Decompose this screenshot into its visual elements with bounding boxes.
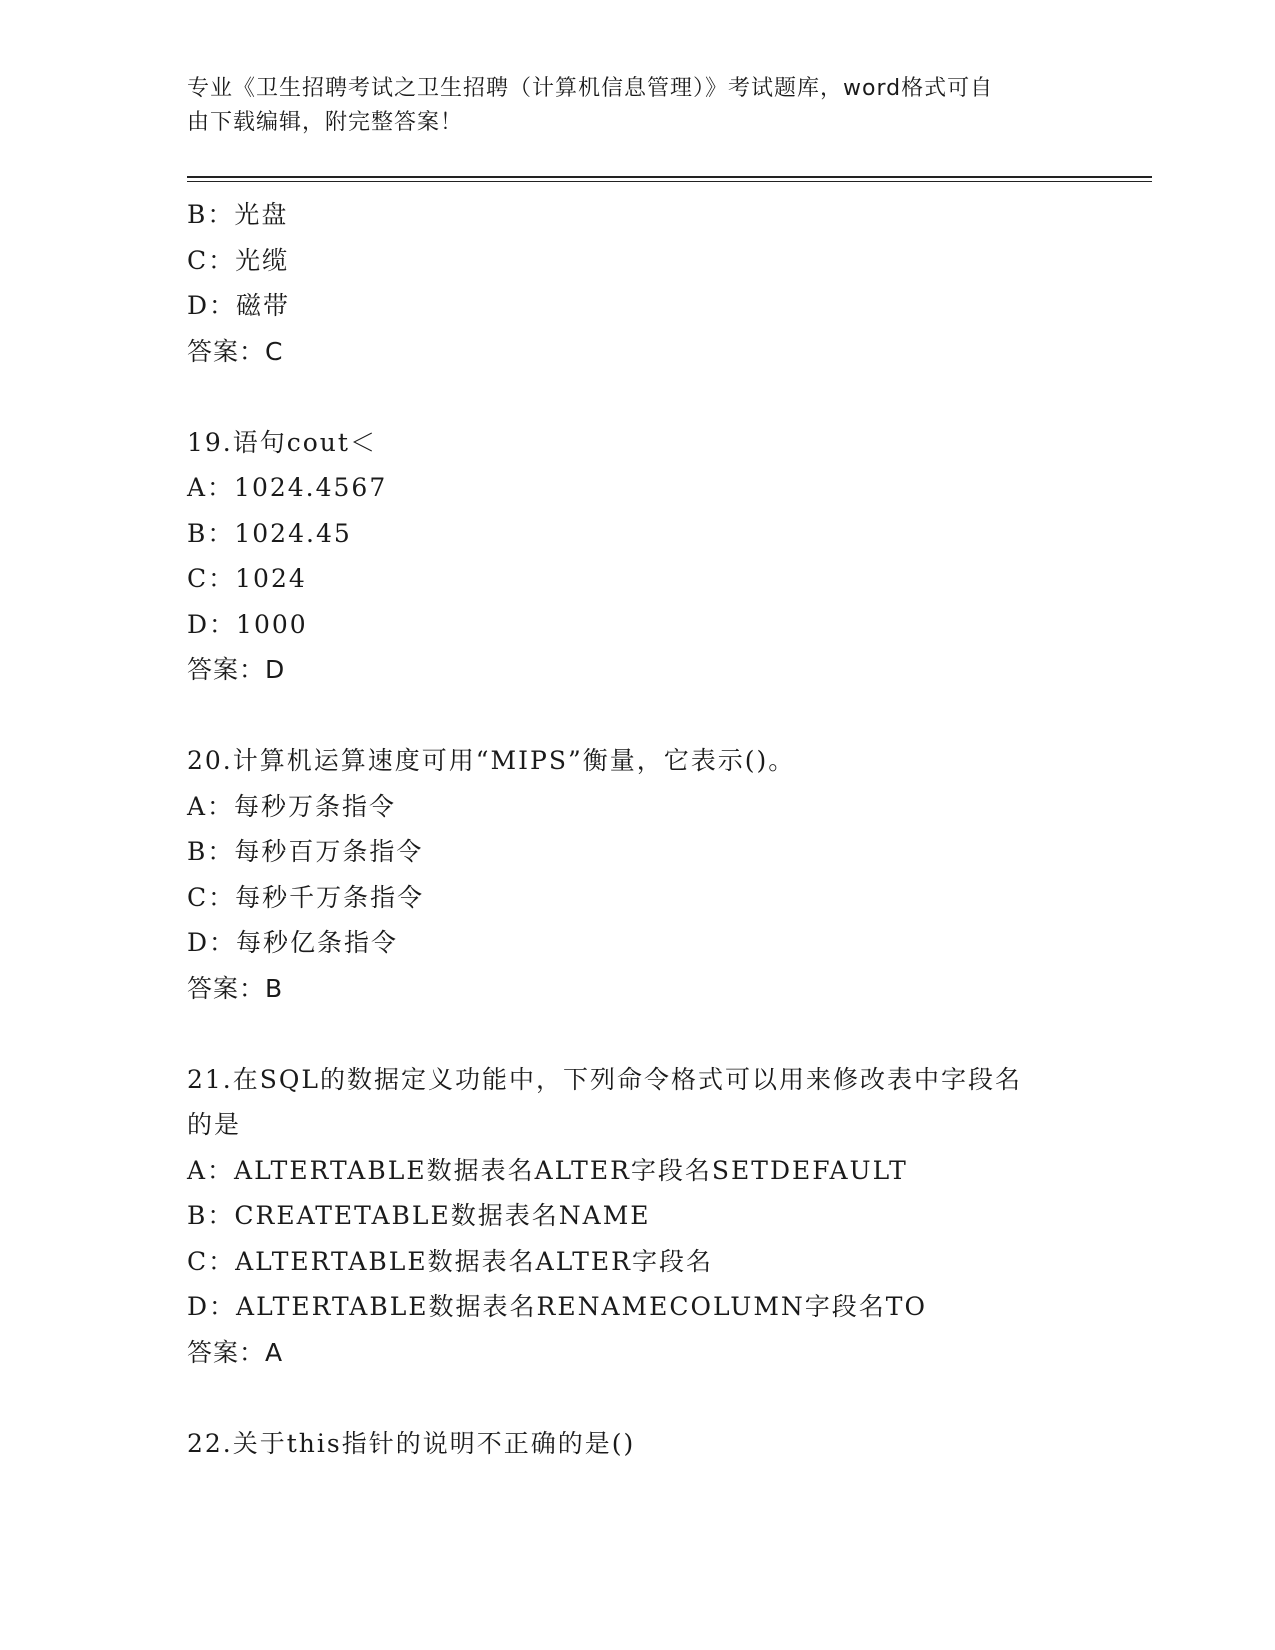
answer-line: 答案：B [187,973,284,1003]
option-d: D：1000 [187,609,308,639]
question-19 [187,420,1087,693]
header-rule-thin [187,181,1152,182]
question-22 [187,1421,1087,1467]
question-text-line-1: 21.在SQL的数据定义功能中，下列命令格式可以用来修改表中字段名 [187,1064,1022,1094]
option-a: A：1024.4567 [187,473,388,502]
header-line-1: 专业《卫生招聘考试之卫生招聘（计算机信息管理）》考试题库，word格式可自 [187,76,994,101]
option-d: D：每秒亿条指令 [187,928,399,957]
option-a: A：每秒万条指令 [187,791,397,821]
answer-line: 答案：C [187,336,284,366]
header-line-2: 由下载编辑，附完整答案！ [187,110,464,135]
question-text: 22.关于this指针的说明不正确的是() [187,1428,636,1458]
document-header [187,72,1067,140]
answer-line: 答案：A [187,1337,284,1367]
option-d: D：ALTERTABLE数据表名RENAMECOLUMN字段名TO [187,1292,927,1321]
option-b: B：CREATETABLE数据表名NAME [187,1201,651,1230]
option-c: C：1024 [187,564,307,593]
question-18 [187,192,1087,374]
answer-line: 答案：D [187,655,286,684]
option-c: C：光缆 [187,245,290,275]
option-c: C：每秒千万条指令 [187,882,425,912]
option-b: B：每秒百万条指令 [187,837,424,866]
question-text: 19.语句cout＜ [187,427,377,457]
question-21 [187,1057,1087,1376]
option-a: A：ALTERTABLE数据表名ALTER字段名SETDEFAULT [187,1155,908,1185]
option-b: B：光盘 [187,200,289,229]
option-d: D：磁带 [187,291,291,320]
header-rule-thick [187,176,1152,178]
question-list [187,192,1087,1466]
question-20 [187,738,1087,1011]
option-b: B：1024.45 [187,518,352,548]
option-c: C：ALTERTABLE数据表名ALTER字段名 [187,1246,714,1276]
question-text-line-2: 的是 [187,1110,242,1139]
question-text: 20.计算机运算速度可用“MIPS”衡量，它表示()。 [187,746,796,775]
